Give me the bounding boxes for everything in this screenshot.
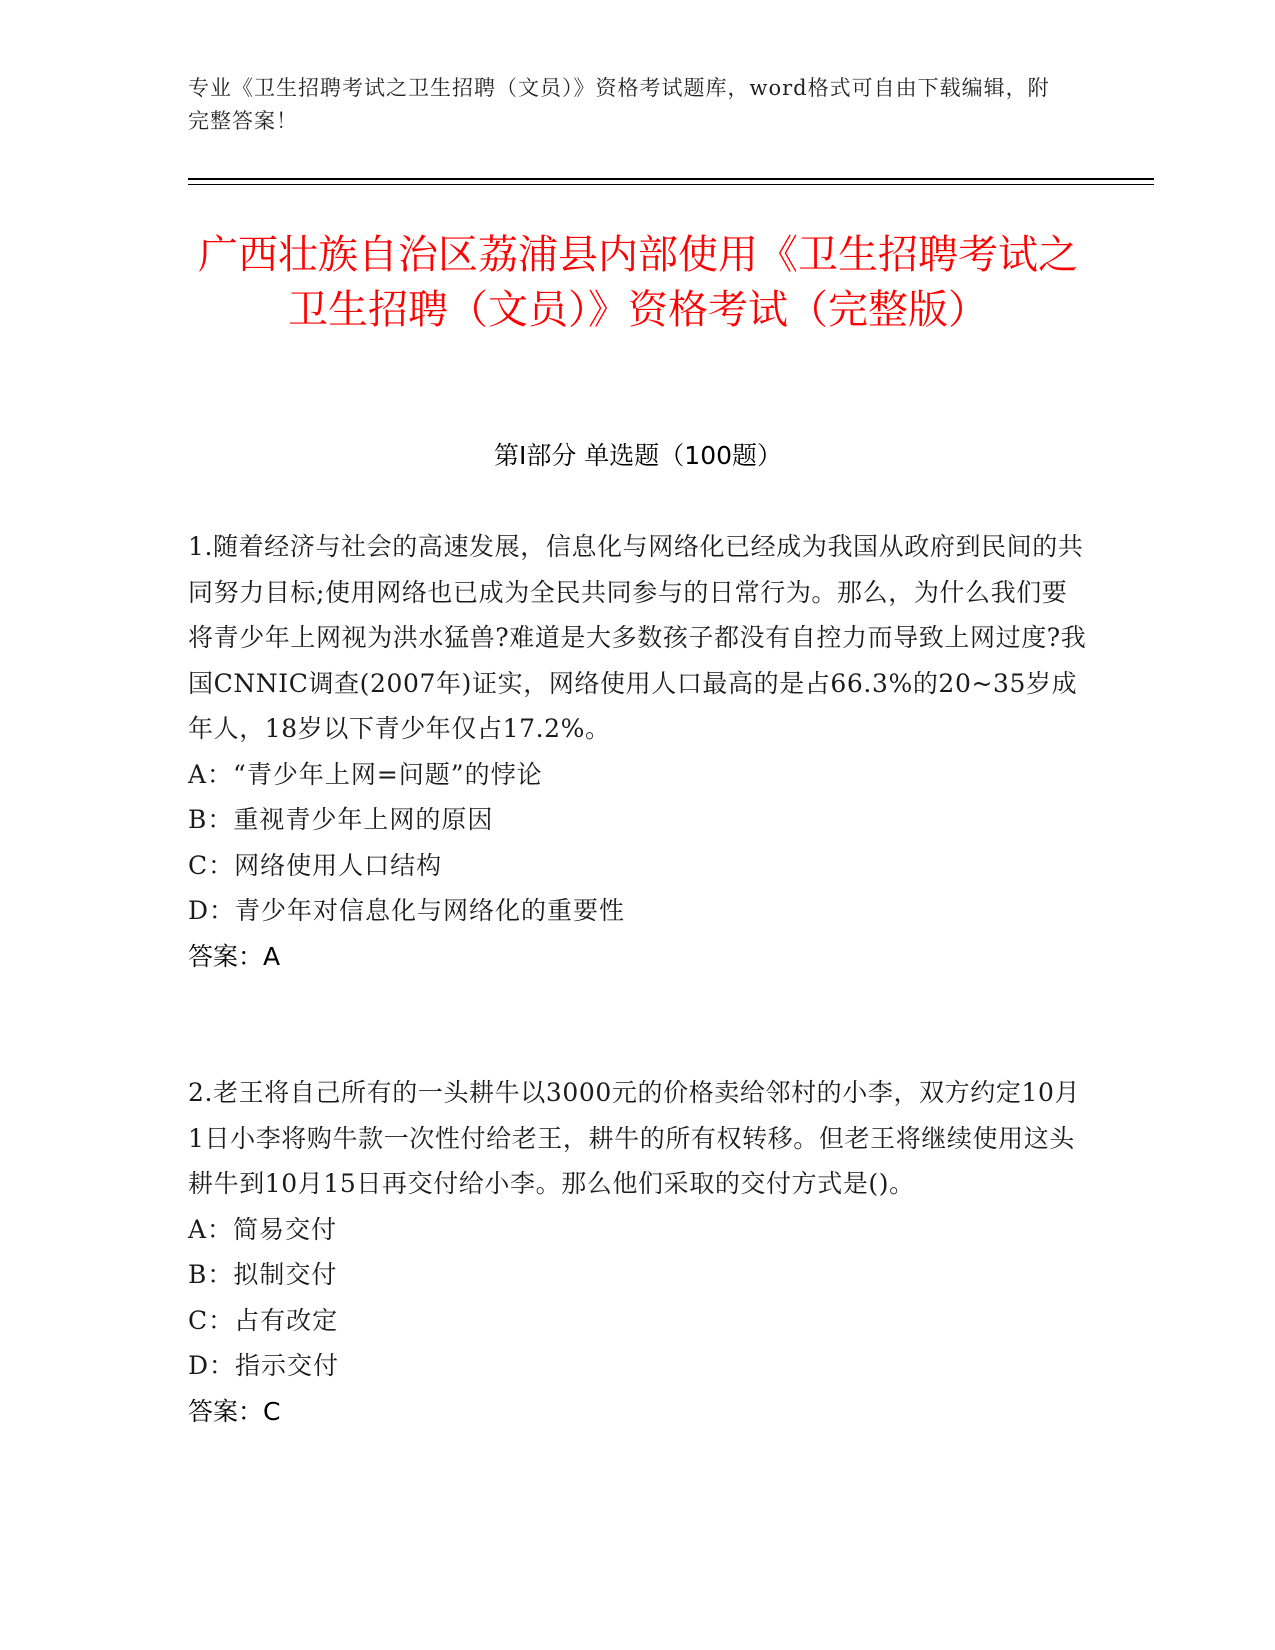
question-1 — [188, 524, 1088, 979]
question-stem: 1.随着经济与社会的高速发展，信息化与网络化已经成为我国从政府到民间的共同努力目标;使用网络也已成为全民共同参与的日常行为。那么，为什么我们要将青少年上网视为洪水猛兽?难道是大多数孩子都没有自控力而导致上网过度?我国CNNIC调查(2007年)证实，网络使用人口最高的是占66.3%的20~35岁成年人，18岁以下青少年仅占17.2%。 — [188, 532, 1087, 743]
option-c: C：网络使用人口结构 — [188, 850, 443, 880]
header-note: 专业《卫生招聘考试之卫生招聘（文员）》资格考试题库，word格式可自由下载编辑，附完整答案！ — [188, 76, 1050, 133]
answer: 答案：C — [188, 1396, 281, 1426]
question-2 — [188, 1070, 1088, 1434]
section-title: 第Ⅰ部分 单选题（100题） — [493, 441, 783, 470]
document-title: 广西壮族自治区荔浦县内部使用《卫生招聘考试之卫生招聘（文员）》资格考试（完整版） — [198, 232, 1078, 333]
answer: 答案：A — [188, 941, 281, 971]
option-c: C：占有改定 — [188, 1305, 339, 1335]
option-d: D：指示交付 — [188, 1351, 340, 1380]
header-divider-thick — [188, 178, 1154, 180]
option-b: B：拟制交付 — [188, 1260, 338, 1289]
option-b: B：重视青少年上网的原因 — [188, 805, 494, 834]
option-a: A：简易交付 — [188, 1214, 338, 1244]
option-a: A：“青少年上网=问题”的悖论 — [188, 759, 543, 789]
question-stem: 2.老王将自己所有的一头耕牛以3000元的价格卖给邻村的小李，双方约定10月1日小李将购牛款一次性付给老王，耕牛的所有权转移。但老王将继续使用这头耕牛到10月15日再交付给小李。那么他们采取的交付方式是()。 — [188, 1078, 1081, 1198]
option-d: D：青少年对信息化与网络化的重要性 — [188, 896, 626, 925]
header-divider-thin — [188, 184, 1154, 185]
